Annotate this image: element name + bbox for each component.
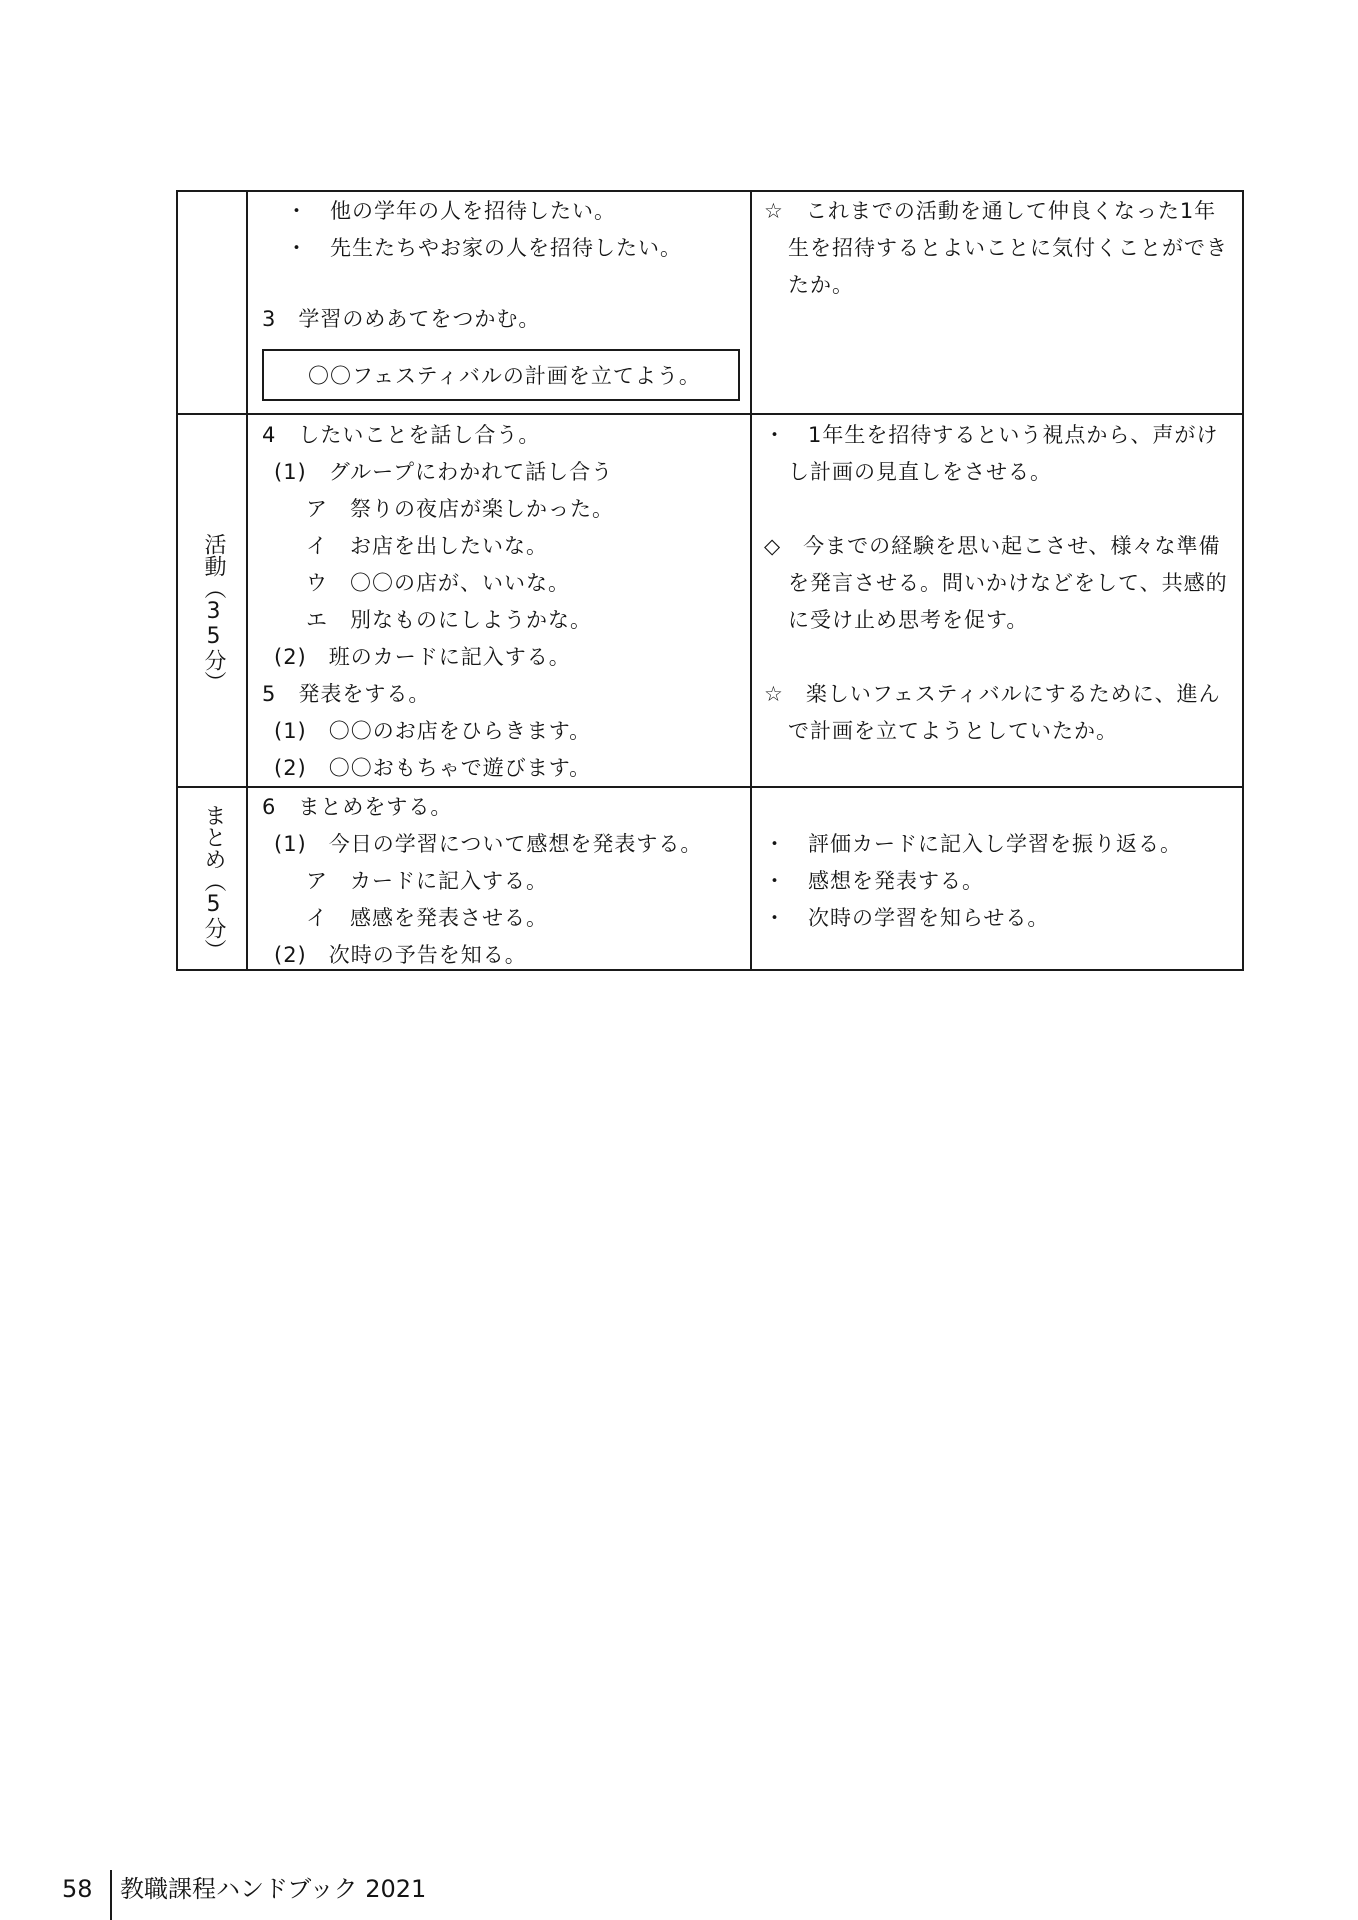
stage-label-activity: 活動（35分） <box>201 533 226 693</box>
activity-line: 4 したいことを話し合う。 <box>262 423 541 447</box>
lesson-goal-text: 〇〇フェスティバルの計画を立てよう。 <box>308 364 701 388</box>
note-line: ・ 評価カードに記入し学習を振り返る。 <box>764 832 1182 856</box>
activity-line: ア 祭りの夜店が楽しかった。 <box>306 497 614 521</box>
table-row-activity <box>178 415 1242 788</box>
notes-cell-introduction <box>752 192 1242 413</box>
activity-line: ・ 先生たちやお家の人を招待したい。 <box>286 236 682 260</box>
stage-cell-summary <box>178 788 248 969</box>
note-line: に受け止め思考を促す。 <box>788 608 1029 632</box>
stage-cell-activity <box>178 415 248 786</box>
page-number: 58 <box>62 1875 93 1903</box>
activity-line: (1) グループにわかれて話し合う <box>274 460 614 484</box>
activity-line: エ 別なものにしようかな。 <box>306 608 592 632</box>
activity-cell-introduction <box>248 192 752 413</box>
table-row-introduction <box>178 192 1242 415</box>
activity-line: (2) 班のカードに記入する。 <box>274 645 571 669</box>
activity-cell-activity <box>248 415 752 786</box>
activity-line: ウ 〇〇の店が、いいな。 <box>306 571 570 595</box>
activity-cell-summary <box>248 788 752 969</box>
activity-line: 6 まとめをする。 <box>262 795 453 819</box>
note-line: し計画の見直しをさせる。 <box>788 460 1052 484</box>
activity-line: ア カードに記入する。 <box>306 869 548 893</box>
activity-line: ・ 他の学年の人を招待したい。 <box>286 199 616 223</box>
activity-line: (1) 今日の学習について感想を発表する。 <box>274 832 703 856</box>
note-line: ・ 次時の学習を知らせる。 <box>764 906 1050 930</box>
activity-line: 5 発表をする。 <box>262 682 431 706</box>
activity-line: (1) 〇〇のお店をひらきます。 <box>274 719 592 743</box>
lesson-goal-box <box>262 349 740 401</box>
notes-cell-activity <box>752 415 1242 786</box>
footer-title: 教職課程ハンドブック 2021 <box>120 1875 427 1903</box>
stage-label-summary: まとめ（5分） <box>201 804 226 961</box>
activity-line: (2) 次時の予告を知る。 <box>274 943 527 967</box>
note-line: ・ 1年生を招待するという視点から、声がけ <box>764 423 1219 447</box>
notes-cell-summary <box>752 788 1242 969</box>
table-row-summary <box>178 788 1242 969</box>
note-line: で計画を立てようとしていたか。 <box>788 719 1118 743</box>
note-line: を発言させる。問いかけなどをして、共感的 <box>788 571 1228 595</box>
stage-cell-introduction <box>178 192 248 413</box>
note-line: ☆ これまでの活動を通して仲良くなった1年 <box>764 199 1217 223</box>
note-line: 生を招待するとよいことに気付くことができ <box>788 236 1228 260</box>
activity-line: イ 感感を発表させる。 <box>306 906 548 930</box>
footer-divider <box>110 1870 112 1920</box>
note-line: ☆ 楽しいフェスティバルにするために、進ん <box>764 682 1221 706</box>
note-line: たか。 <box>788 273 854 297</box>
activity-line: イ お店を出したいな。 <box>306 534 548 558</box>
note-line: ・ 感想を発表する。 <box>764 869 984 893</box>
lesson-plan-table <box>176 190 1244 971</box>
note-line: ◇ 今までの経験を思い起こさせ、様々な準備 <box>764 534 1221 558</box>
activity-line: (2) 〇〇おもちゃで遊びます。 <box>274 756 592 780</box>
activity-line: 3 学習のめあてをつかむ。 <box>262 307 541 331</box>
